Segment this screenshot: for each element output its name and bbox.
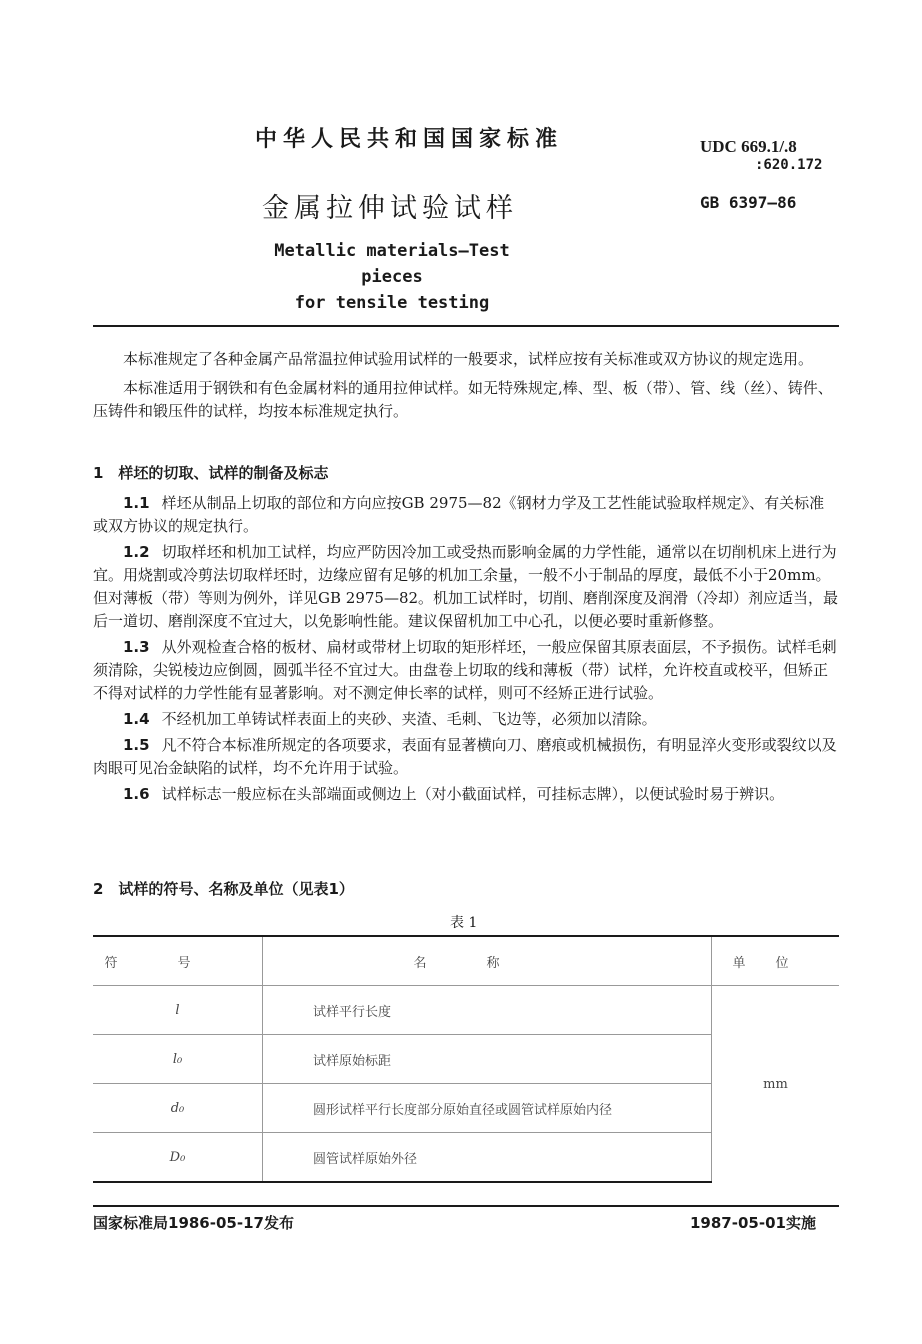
table-header-row	[93, 936, 839, 986]
issue-date: 国家标准局1986-05-17发布	[93, 1214, 294, 1232]
symbols-table	[93, 935, 839, 1183]
document-title-en	[258, 238, 526, 316]
clause-number: 1.1	[123, 494, 150, 512]
clause	[93, 636, 839, 705]
section-2-title: 2 试样的符号、名称及单位（见表1）	[93, 880, 354, 898]
clause-text: 从外观检查合格的板材、扁材或带材上切取的矩形样坯，一般应保留其原表面层，不予损伤。试样毛刺须清除，尖锐棱边应倒圆，圆弧半径不宜过大。由盘卷上切取的线和薄板（带）试样，允许校直或校平，但矫正不得对试样的力学性能有显著影响。对不测定伸长率的试样，则可不经矫正进行试验。	[93, 638, 837, 702]
clause-text: 不经机加工单铸试样表面上的夹砂、夹渣、毛刺、飞边等，必须加以清除。	[161, 710, 657, 728]
clause	[93, 708, 839, 731]
symbol-cell: d₀	[93, 1084, 263, 1133]
header-unit: 单位	[712, 936, 840, 986]
table-caption: 表 1	[450, 915, 478, 931]
document-title-zh: 金属拉伸试验试样	[262, 193, 518, 224]
section-1-title: 1 样坯的切取、试样的制备及标志	[93, 464, 329, 482]
clause	[93, 783, 839, 806]
unit-cell: mm	[712, 986, 840, 1183]
table-row	[93, 986, 839, 1035]
clause	[93, 734, 839, 780]
header-symbol: 符号	[93, 936, 263, 986]
footer-divider	[93, 1205, 839, 1207]
symbol-cell: l₀	[93, 1035, 263, 1084]
name-cell: 试样原始标距	[263, 1035, 712, 1084]
clause-text: 切取样坯和机加工试样，均应严防因冷加工或受热而影响金属的力学性能，通常以在切削机床上进行为宜。用烧割或冷剪法切取样坯时，边缘应留有足够的机加工余量，一般不小于制品的厚度，最低不小于20mm。但对薄板（带）等则为例外，详见GB 2975—82。机加工试样时，切削、磨削深度及润滑（冷却）剂应适当，最后一道切、磨削深度不宜过大，以免影响性能。建议保留机加工中心孔，以便必要时重新修整。	[93, 543, 839, 630]
clause-number: 1.3	[123, 638, 150, 656]
clause-text: 凡不符合本标准所规定的各项要求，表面有显著横向刀、磨痕或机械损伤，有明显淬火变形或裂纹以及肉眼可见冶金缺陷的试样，均不允许用于试验。	[93, 736, 837, 777]
title-en-line1: Metallic materials—Test pieces	[274, 241, 510, 287]
clause-text: 样坯从制品上切取的部位和方向应按GB 2975—82《钢材力学及工艺性能试验取样规定》、有关标准或双方协议的规定执行。	[93, 494, 825, 535]
gb-number: GB 6397—86	[700, 193, 797, 212]
intro	[93, 348, 839, 423]
header-divider	[93, 325, 839, 327]
clause-number: 1.5	[123, 736, 150, 754]
udc-code: UDC 669.1/.8	[700, 137, 797, 156]
symbol-cell: l	[93, 986, 263, 1035]
standard-name: 中华人民共和国国家标准	[255, 127, 564, 152]
udc-code-continued: :620.172	[755, 157, 823, 173]
title-en-line2: for tensile testing	[294, 293, 490, 313]
clause-text: 试样标志一般应标在头部端面或侧边上（对小截面试样，可挂标志牌），以便试验时易于辨识。	[161, 785, 785, 803]
header-name: 名称	[263, 936, 712, 986]
clause	[93, 492, 839, 538]
symbol-cell: D₀	[93, 1133, 263, 1183]
effective-date: 1987-05-01实施	[690, 1214, 816, 1232]
intro-paragraph: 本标准适用于钢铁和有色金属材料的通用拉伸试样。如无特殊规定,棒、型、板（带）、管、线（丝）、铸件、压铸件和锻压件的试样，均按本标准规定执行。	[93, 379, 833, 420]
name-cell: 圆形试样平行长度部分原始直径或圆管试样原始内径	[263, 1084, 712, 1133]
clause-number: 1.2	[123, 543, 150, 561]
clause-number: 1.4	[123, 710, 150, 728]
name-cell: 试样平行长度	[263, 986, 712, 1035]
name-cell: 圆管试样原始外径	[263, 1133, 712, 1183]
intro-paragraph: 本标准规定了各种金属产品常温拉伸试验用试样的一般要求，试样应按有关标准或双方协议的规定选用。	[123, 350, 814, 368]
clause	[93, 541, 839, 633]
section-1-body	[93, 492, 839, 806]
clause-number: 1.6	[123, 785, 150, 803]
